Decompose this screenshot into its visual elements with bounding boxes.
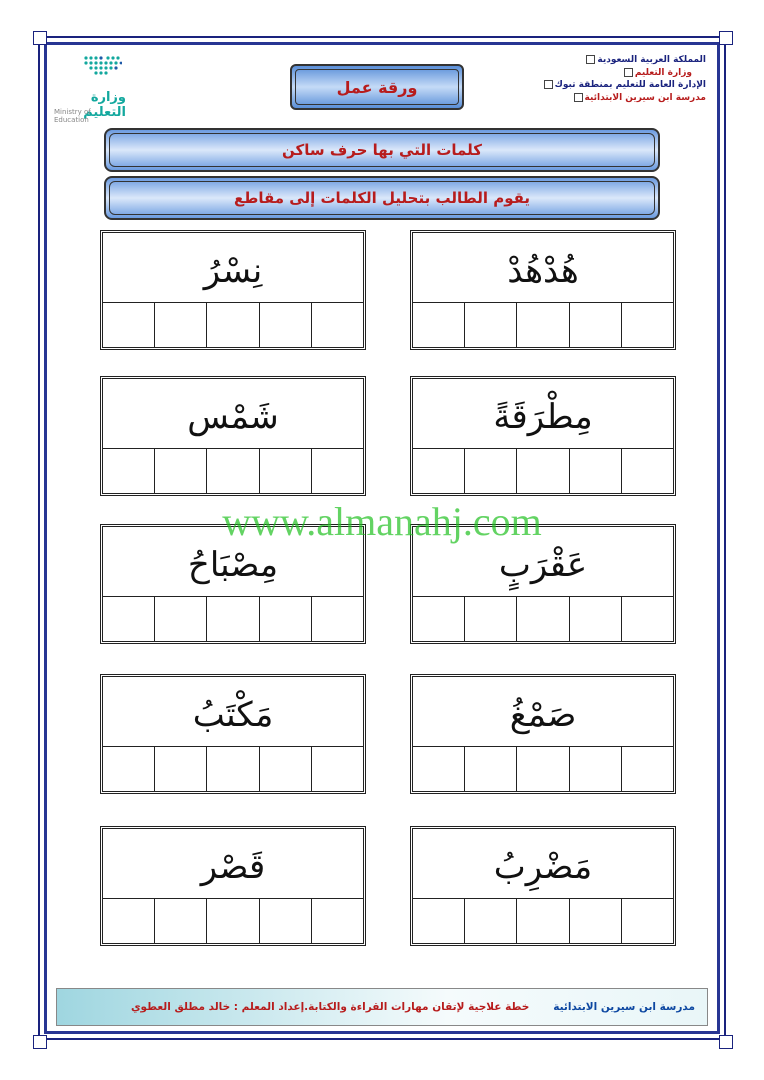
syllable-cell[interactable] [259,899,311,943]
syllable-cell[interactable] [413,899,464,943]
syllable-cell[interactable] [569,449,621,493]
word-text: شَمْس [187,397,279,437]
syllable-cell[interactable] [206,597,258,641]
syllable-cell[interactable] [464,597,516,641]
word-text: مَكْتَبُ [192,695,274,735]
word-text: صَمْغُ [509,695,577,735]
syllable-cells [413,746,673,791]
footer-bar [56,988,708,1026]
syllable-cell[interactable] [464,449,516,493]
footer-school: مدرسة ابن سيرين الابتدائية [553,1001,695,1013]
syllable-cell[interactable] [569,899,621,943]
topic-banner [104,128,660,172]
syllable-cell[interactable] [259,303,311,347]
syllable-cell[interactable] [464,899,516,943]
syllable-cell[interactable] [569,303,621,347]
logo-dots-icon [82,54,122,78]
syllable-cell[interactable] [311,449,363,493]
word-text: نِسْرُ [203,251,263,291]
syllable-cells [413,302,673,347]
syllable-cells [413,596,673,641]
syllable-cell[interactable] [516,747,568,791]
syllable-cells [103,448,363,493]
syllable-cell[interactable] [413,303,464,347]
checkbox-icon [586,55,595,64]
header-ministry: وزارة التعليم [634,67,692,78]
logo-name-ar: وزارة التعليم [83,90,126,120]
syllable-cell[interactable] [154,449,206,493]
syllable-cell[interactable] [206,303,258,347]
syllable-cell[interactable] [413,597,464,641]
syllable-cell[interactable] [516,449,568,493]
checkbox-icon [624,68,633,77]
syllable-cell[interactable] [259,747,311,791]
corner-ornament [33,1035,47,1049]
syllable-cell[interactable] [311,747,363,791]
syllable-cell[interactable] [464,303,516,347]
header-department: الإدارة العامة للتعليم بمنطقة تبوك [554,80,706,90]
syllable-cell[interactable] [516,303,568,347]
syllable-cell[interactable] [103,303,154,347]
checkbox-icon [574,93,583,102]
syllable-cell[interactable] [621,303,673,347]
syllable-cell[interactable] [621,899,673,943]
word-card [410,376,676,496]
syllable-cell[interactable] [311,303,363,347]
syllable-cell[interactable] [259,449,311,493]
corner-ornament [33,31,47,45]
syllable-cell[interactable] [569,597,621,641]
syllable-cell[interactable] [154,747,206,791]
syllable-cell[interactable] [103,597,154,641]
instruction-banner [104,176,660,220]
ministry-logo [54,54,126,124]
syllable-cell[interactable] [154,597,206,641]
header-school: مدرسة ابن سيرين الابتدائية [584,92,706,103]
syllable-cell[interactable] [516,597,568,641]
worksheet-title-box [290,64,464,110]
syllable-cell[interactable] [569,747,621,791]
word-card [100,230,366,350]
word-text: مِصْبَاحُ [187,545,279,585]
syllable-cells [413,898,673,943]
syllable-cells [413,448,673,493]
syllable-cell[interactable] [206,449,258,493]
syllable-cell[interactable] [621,747,673,791]
word-card [410,230,676,350]
syllable-cell[interactable] [413,449,464,493]
footer-author: .إعداد المعلم : خالد مطلق العطوي [130,1001,309,1013]
word-text: هُدْهُدْ [507,251,579,291]
word-text: مِطْرَقَةً [493,397,593,437]
syllable-cell[interactable] [154,899,206,943]
syllable-cell[interactable] [103,899,154,943]
worksheet-title: ورقة عمل [295,69,459,105]
word-text: عَقْرَبٍ [498,545,588,585]
instruction-text: يقوم الطالب بتحليل الكلمات إلى مقاطع [109,181,655,215]
checkbox-icon [544,80,553,89]
syllable-cells [103,302,363,347]
watermark: www.almanahj.com [222,499,542,544]
topic-text: كلمات التي بها حرف ساكن [109,133,655,167]
corner-ornament [719,31,733,45]
corner-ornament [719,1035,733,1049]
syllable-cell[interactable] [259,597,311,641]
syllable-cell[interactable] [103,747,154,791]
syllable-cell[interactable] [206,747,258,791]
syllable-cells [103,746,363,791]
word-card [100,376,366,496]
header-country: المملكة العربية السعودية [597,55,706,65]
syllable-cell[interactable] [621,597,673,641]
word-text: مَضْرِبُ [493,847,593,887]
syllable-cell[interactable] [103,449,154,493]
syllable-cell[interactable] [311,597,363,641]
header-info [542,54,706,104]
syllable-cell[interactable] [206,899,258,943]
word-card [410,674,676,794]
word-text: قَصْر [200,847,266,887]
syllable-cell[interactable] [464,747,516,791]
syllable-cell[interactable] [516,899,568,943]
word-card [100,674,366,794]
syllable-cell[interactable] [311,899,363,943]
syllable-cell[interactable] [413,747,464,791]
word-card [410,826,676,946]
logo-name-en: Ministry of Education [54,108,91,124]
syllable-cells [103,898,363,943]
syllable-cell[interactable] [154,303,206,347]
syllable-cell[interactable] [621,449,673,493]
word-card [100,826,366,946]
syllable-cells [103,596,363,641]
footer-plan: خطة علاجية لإتقان مهارات القراءة والكتابة [308,1001,530,1013]
